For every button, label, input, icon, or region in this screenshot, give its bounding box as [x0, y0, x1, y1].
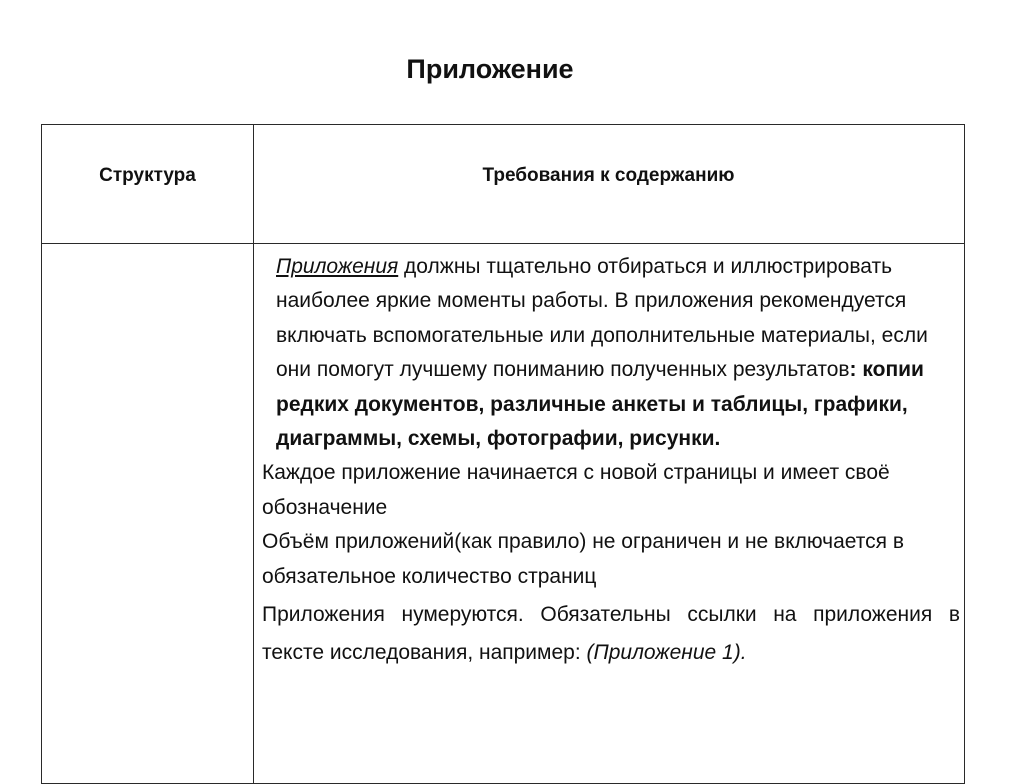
column-divider — [253, 125, 254, 783]
appendix-selection-colon: : — [849, 358, 857, 382]
requirements-table — [41, 124, 965, 784]
paragraph-new-page: Каждое приложение начинается с новой страницы и имеет своё обозначение — [262, 461, 890, 519]
requirements-cell — [262, 250, 960, 672]
appendix-material-list: копии редких документов, различные анкеты и таблицы, графики, диаграммы, схемы, фотографии, рисунки. — [276, 358, 924, 451]
numbering-example: (Приложение 1). — [586, 641, 747, 665]
appendix-term: Приложения — [276, 255, 399, 278]
header-structure: Структура — [99, 165, 196, 186]
paragraph-numbering — [262, 596, 960, 672]
header-requirements: Требования к содержанию — [482, 165, 735, 186]
paragraph-volume: Объём приложений(как правило) не ограничен и не включается в обязательное количество страниц — [262, 530, 905, 588]
header-divider — [42, 243, 964, 244]
paragraph-appendix-selection — [262, 250, 960, 456]
appendix-selection-text: должны тщательно отбираться и иллюстрировать наиболее яркие моменты работы. В приложения рекомендуется включать вспомогательные или дополнительные материалы, если они помогут лучшему пониманию полученных результатов — [276, 255, 928, 382]
numbering-text: Приложения нумеруются. Обязательны ссылки на приложения в тексте исследования, например: — [262, 603, 960, 665]
page-title: Приложение — [406, 54, 574, 84]
